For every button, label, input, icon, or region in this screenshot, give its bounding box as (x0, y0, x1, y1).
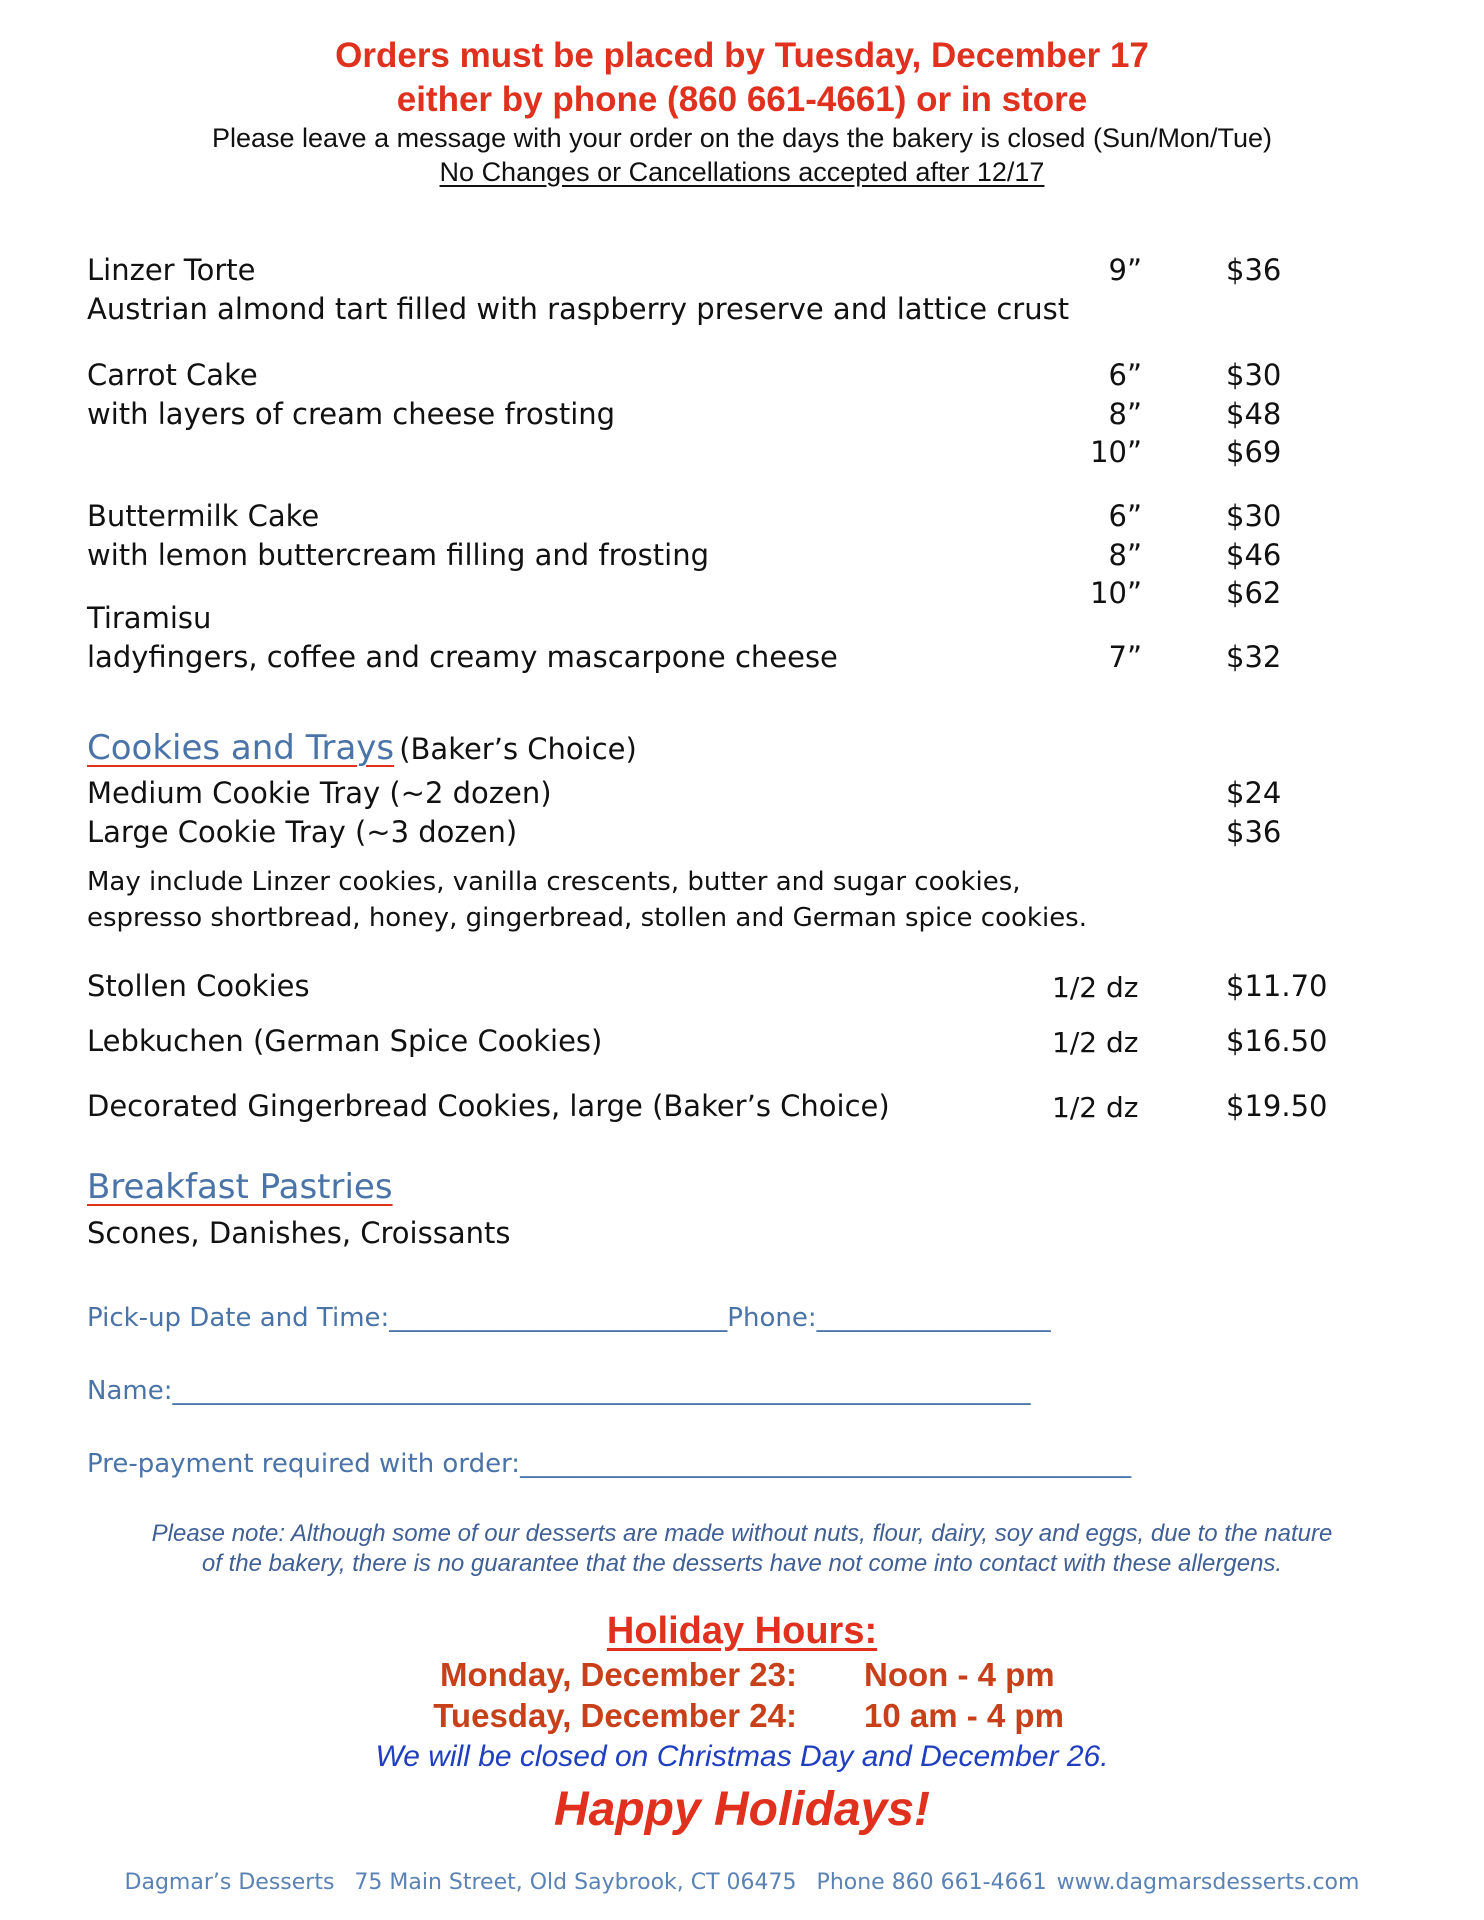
order-deadline: Orders must be placed by Tuesday, December 17 (335, 36, 1149, 75)
large-cookie-tray-price: $36 (1226, 815, 1282, 849)
cookies-section-heading (87, 728, 637, 768)
linzer-torte-price: $36 (1226, 253, 1282, 287)
carrot-cake-name: Carrot Cake (87, 358, 258, 392)
gingerbread-cookies-price: $19.50 (1226, 1089, 1328, 1123)
tiramisu-size: 7” (1108, 640, 1142, 674)
allergen-note-line2: of the bakery, there is no guarantee that the desserts have not come into contact with these allergens. (201, 1550, 1283, 1577)
footer-business-name: Dagmar’s Desserts (124, 1870, 335, 1895)
closed-days-message: Please leave a message with your order on the days the bakery is closed (Sun/Mon/Tue) (211, 123, 1273, 153)
lebkuchen-price: $16.50 (1226, 1024, 1328, 1058)
carrot-cake-size: 8” (1108, 397, 1142, 431)
footer-phone: Phone 860 661-4661 (816, 1870, 1047, 1895)
cookies-section-title: Cookies and Trays (87, 728, 395, 768)
stollen-cookies-qty: 1/2 dz (1052, 971, 1139, 1004)
buttermilk-cake-name: Buttermilk Cake (87, 499, 320, 533)
buttermilk-cake-size: 6” (1108, 499, 1142, 533)
buttermilk-cake-size: 10” (1090, 576, 1142, 610)
gingerbread-cookies-qty: 1/2 dz (1052, 1091, 1139, 1124)
gingerbread-cookies-name: Decorated Gingerbread Cookies, large (Baker’s Choice) (87, 1089, 890, 1123)
footer-address: 75 Main Street, Old Saybrook, CT 06475 (354, 1870, 797, 1895)
holiday-hours-title: Holiday Hours: (606, 1610, 878, 1652)
carrot-cake-price: $48 (1226, 397, 1282, 431)
order-methods: either by phone (860 661-4661) or in store (396, 80, 1088, 119)
buttermilk-cake-price: $46 (1226, 538, 1282, 572)
footer (0, 1870, 1484, 1895)
large-cookie-tray-name: Large Cookie Tray (~3 dozen) (87, 815, 518, 849)
footer-website[interactable]: www.dagmarsdesserts.com (1056, 1870, 1360, 1895)
medium-cookie-tray-name: Medium Cookie Tray (~2 dozen) (87, 776, 552, 810)
medium-cookie-tray-price: $24 (1226, 776, 1282, 810)
buttermilk-cake-size: 8” (1108, 538, 1142, 572)
carrot-cake-price: $69 (1226, 435, 1282, 469)
happy-holidays-greeting: Happy Holidays! (553, 1783, 931, 1836)
pickup-date-phone-field: Pick-up Date and Time:__________________________Phone:__________________ (87, 1303, 1051, 1333)
holiday-closed-notice: We will be closed on Christmas Day and December 26. (375, 1740, 1109, 1773)
stollen-cookies-name: Stollen Cookies (87, 969, 310, 1003)
tiramisu-price: $32 (1226, 640, 1282, 674)
carrot-cake-price: $30 (1226, 358, 1282, 392)
tiramisu-name: Tiramisu (87, 601, 212, 635)
cookie-tray-desc-line1: May include Linzer cookies, vanilla crescents, butter and sugar cookies, (87, 867, 1021, 897)
lebkuchen-name: Lebkuchen (German Spice Cookies) (87, 1024, 603, 1058)
lebkuchen-qty: 1/2 dz (1052, 1026, 1139, 1059)
holiday-time-2: 10 am - 4 pm (864, 1697, 1064, 1734)
cookies-section-note: (Baker’s Choice) (399, 732, 637, 766)
stollen-cookies-price: $11.70 (1226, 969, 1328, 1003)
buttermilk-cake-desc: with lemon buttercream filling and frosting (87, 538, 709, 572)
no-changes-notice: No Changes or Cancellations accepted after 12/17 (439, 157, 1045, 187)
linzer-torte-size: 9” (1108, 253, 1142, 287)
holiday-time-1: Noon - 4 pm (864, 1656, 1055, 1693)
holiday-day-2: Tuesday, December 24: (433, 1697, 797, 1734)
carrot-cake-size: 6” (1108, 358, 1142, 392)
allergen-note-line1: Please note: Although some of our desserts are made without nuts, flour, dairy, soy and eggs, due to the nature (151, 1520, 1333, 1547)
breakfast-section-title: Breakfast Pastries (87, 1167, 393, 1207)
name-field: Name:__________________________________________________________________ (87, 1376, 1031, 1406)
tiramisu-desc: ladyfingers, coffee and creamy mascarpone cheese (87, 640, 838, 674)
carrot-cake-desc: with layers of cream cheese frosting (87, 397, 616, 431)
buttermilk-cake-price: $62 (1226, 576, 1282, 610)
linzer-torte-desc: Austrian almond tart filled with raspberry preserve and lattice crust (87, 292, 1070, 326)
holiday-day-1: Monday, December 23: (439, 1656, 797, 1693)
cookie-tray-desc-line2: espresso shortbread, honey, gingerbread, stollen and German spice cookies. (87, 903, 1087, 933)
buttermilk-cake-price: $30 (1226, 499, 1282, 533)
carrot-cake-size: 10” (1090, 435, 1142, 469)
breakfast-items: Scones, Danishes, Croissants (87, 1216, 511, 1250)
linzer-torte-name: Linzer Torte (87, 253, 256, 287)
prepayment-field: Pre-payment required with order:_______________________________________________ (87, 1449, 1132, 1479)
